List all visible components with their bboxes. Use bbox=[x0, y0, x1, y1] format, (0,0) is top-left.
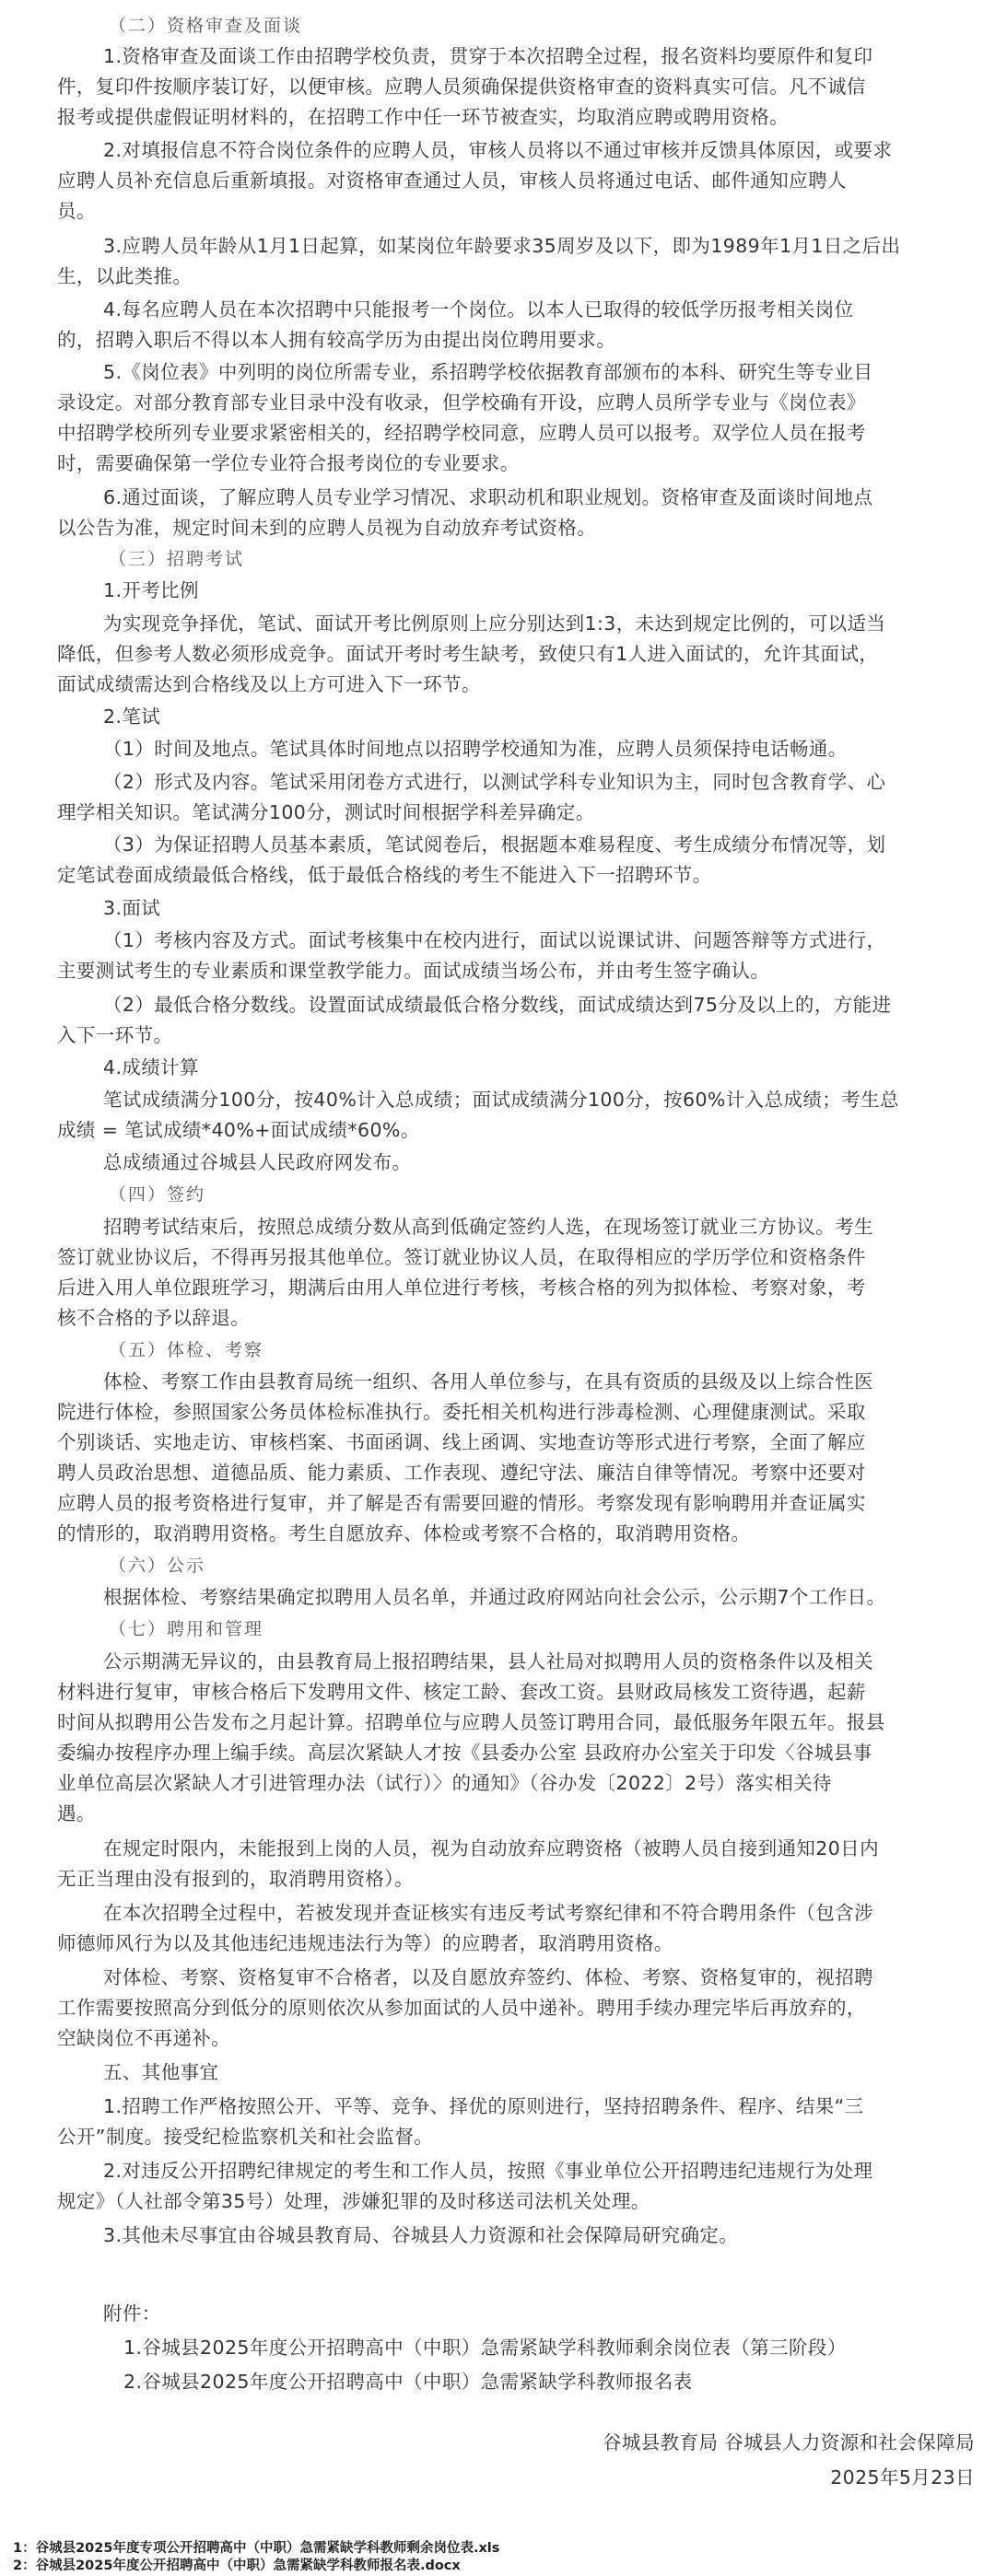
text-line: 材料进行复审，审核合格后下发聘用文件、核定工龄、套改工资。县财政局核发工资待遇，起薪 bbox=[57, 1681, 866, 1703]
text-line: （2）形式及内容。笔试采用闭卷方式进行，以测试学科专业知识为主，同时包含教育学、心 bbox=[103, 771, 886, 793]
section-heading: （六）公示 bbox=[109, 1556, 206, 1576]
text-line: 时间从拟聘用公告发布之月起计算。招聘单位与应聘人员签订聘用合同，最低服务年限五年。报县 bbox=[57, 1711, 885, 1733]
text-line: 笔试成绩满分100分，按40%计入总成绩；面试成绩满分100分，按60%计入总成绩；考生总 bbox=[103, 1089, 899, 1111]
section-heading: （四）签约 bbox=[109, 1184, 206, 1205]
text-line: （1）时间及地点。笔试具体时间地点以招聘学校通知为准，应聘人员须保持电话畅通。 bbox=[103, 738, 848, 760]
text-line: 院进行体检，参照国家公务员体检标准执行。委托相关机构进行涉毒检测、心理健康测试。采取 bbox=[57, 1401, 866, 1423]
text-line: 总成绩通过谷城县人民政府网发布。 bbox=[103, 1151, 412, 1173]
attachment-link-1[interactable]: 1：谷城县2025年度专项公开招聘高中（中职）急需紧缺学科教师剩余岗位表.xls bbox=[13, 2541, 500, 2556]
text-line: 1.开考比例 bbox=[103, 579, 199, 601]
text-line: 体检、考察工作由县教育局统一组织、各用人单位参与，在具有资质的县级及以上综合性医 bbox=[103, 1370, 873, 1393]
text-line: 附件： bbox=[103, 2302, 161, 2325]
text-line: 录设定。对部分教育部专业目录中没有收录，但学校确有开设，应聘人员所学专业与《岗位表》 bbox=[57, 391, 866, 414]
text-line: 根据体检、考察结果确定拟聘用人员名单，并通过政府网站向社会公示，公示期7个工作日。 bbox=[103, 1586, 886, 1608]
text-line: 理学相关知识。笔试满分100分，测试时间根据学科差异确定。 bbox=[57, 801, 595, 823]
text-line: 1.招聘工作严格按照公开、平等、竞争、择优的原则进行，坚持招聘条件、程序、结果“三 bbox=[103, 2095, 864, 2117]
text-line: 2.对违反公开招聘纪律规定的考生和工作人员，按照《事业单位公开招聘违纪违规行为处理 bbox=[103, 2160, 873, 2182]
text-line: 在本次招聘全过程中，若被发现并查证核实有违反考试考察纪律和不符合聘用条件（包含涉 bbox=[103, 1902, 873, 1924]
text-line: 1.谷城县2025年度公开招聘高中（中职）急需紧缺学科教师剩余岗位表（第三阶段） bbox=[123, 2337, 847, 2359]
text-line: 定笔试卷面成绩最低合格线，低于最低合格线的考生不能进入下一招聘环节。 bbox=[57, 864, 712, 886]
text-line: 五、其他事宜 bbox=[103, 2061, 219, 2083]
text-line: 以公告为准，规定时间未到的应聘人员视为自动放弃考试资格。 bbox=[57, 517, 597, 539]
text-line: 4.每名应聘人员在本次招聘中只能报考一个岗位。以本人已取得的较低学历报考相关岗位 bbox=[103, 298, 854, 321]
text-line: 的情形的，取消聘用资格。考生自愿放弃、体检或考察不合格的，取消聘用资格。 bbox=[57, 1522, 751, 1544]
text-line: 业单位高层次紧缺人才引进管理办法（试行）〉的通知》（谷办发〔2022〕2号）落实相关待 bbox=[57, 1772, 832, 1794]
text-line: 3.应聘人员年龄从1月1日起算，如某岗位年龄要求35周岁及以下，即为1989年1月1日之后出 bbox=[103, 235, 901, 257]
text-line: 员。 bbox=[57, 200, 96, 222]
text-line: 规定》（人社部令第35号）处理，涉嫌犯罪的及时移送司法机关处理。 bbox=[57, 2190, 650, 2212]
text-line: 在规定时限内，未能报到上岗的人员，视为自动放弃应聘资格（被聘人员自接到通知20日内 bbox=[103, 1837, 879, 1859]
section-heading: （七）聘用和管理 bbox=[109, 1619, 264, 1639]
text-line: （2）最低合格分数线。设置面试成绩最低合格分数线，面试成绩达到75分及以上的，方能进 bbox=[103, 994, 892, 1016]
text-line: 委编办按程序办理上编手续。高层次紧缺人才按《县委办公室 县政府办公室关于印发〈谷城县事 bbox=[57, 1742, 872, 1764]
text-line: 成绩 = 笔试成绩*40%+面试成绩*60%。 bbox=[57, 1119, 420, 1141]
text-line: （1）考核内容及方式。面试考核集中在校内进行，面试以说课试讲、问题答辩等方式进行， bbox=[103, 929, 886, 951]
text-line: 件，复印件按顺序装订好，以便审核。应聘人员须确保提供资格审查的资料真实可信。凡不诚信 bbox=[57, 76, 866, 98]
text-line: 时，需要确保第一学位专业符合报考岗位的专业要求。 bbox=[57, 452, 520, 474]
text-line: 聘人员政治思想、道德品质、能力素质、工作表现、遵纪守法、廉洁自律等情况。考察中还要对 bbox=[57, 1462, 866, 1484]
text-line: 应聘人员的报考资格进行复审，并了解是否有需要回避的情形。考察发现有影响聘用并查证属实 bbox=[57, 1492, 866, 1514]
text-line: 对体检、考察、资格复审不合格者，以及自愿放弃签约、体检、考察、资格复审的，视招聘 bbox=[103, 1966, 873, 1988]
text-line: 的，招聘入职后不得以本人拥有较高学历为由提出岗位聘用要求。 bbox=[57, 329, 616, 351]
text-line: 2.谷城县2025年度公开招聘高中（中职）急需紧缺学科教师报名表 bbox=[123, 2371, 693, 2393]
text-line: 遇。 bbox=[57, 1802, 96, 1824]
text-line: 应聘人员补充信息后重新填报。对资格审查通过人员，审核人员将通过电话、邮件通知应聘人 bbox=[57, 169, 847, 192]
text-line: 5.《岗位表》中列明的岗位所需专业，系招聘学校依据教育部颁布的本科、研究生等专业目 bbox=[103, 361, 873, 383]
text-line: 个别谈话、实地走访、审核档案、书面函调、线上函调、实地查访等形式进行考察，全面了解应 bbox=[57, 1431, 866, 1453]
text-line: 为实现竞争择优，笔试、面试开考比例原则上应分别达到1:3，未达到规定比例的，可以适当 bbox=[103, 612, 886, 635]
section-heading: （三）招聘考试 bbox=[109, 549, 245, 569]
text-line: 招聘考试结束后，按照总成绩分数从高到低确定签约人选，在现场签订就业三方协议。考生 bbox=[103, 1216, 873, 1238]
text-line: 空缺岗位不再递补。 bbox=[57, 2027, 231, 2049]
text-line: 生，以此类推。 bbox=[57, 265, 193, 287]
text-line: 3.面试 bbox=[103, 897, 161, 919]
section-heading: （五）体检、考察 bbox=[109, 1340, 264, 1360]
issue-date: 2025年5月23日 bbox=[830, 2466, 975, 2489]
text-line: 面试成绩需达到合格线及以上方可进入下一环节。 bbox=[57, 673, 481, 695]
text-line: 后进入用人单位跟班学习，期满后由用人单位进行考核，考核合格的列为拟体检、考察对象，考 bbox=[57, 1276, 866, 1299]
section-heading: （二）资格审查及面谈 bbox=[109, 16, 303, 36]
attachment-link-2[interactable]: 2：谷城县2025年度公开招聘高中（中职）急需紧缺学科教师报名表.docx bbox=[13, 2559, 461, 2573]
text-line: （3）为保证招聘人员基本素质，笔试阅卷后，根据题本难易程度、考生成绩分布情况等，划 bbox=[103, 833, 886, 856]
text-line: 6.通过面谈，了解应聘人员专业学习情况、求职动机和职业规划。资格审查及面谈时间地点 bbox=[103, 486, 873, 508]
text-line: 师德师风行为以及其他违纪违规违法行为等）的应聘者，取消聘用资格。 bbox=[57, 1932, 673, 1954]
text-line: 公开”制度。接受纪检监察机关和社会监督。 bbox=[57, 2126, 434, 2148]
text-line: 入下一环节。 bbox=[57, 1024, 173, 1046]
text-line: 工作需要按照高分到低分的原则依次从参加面试的人员中递补。聘用手续办理完毕后再放弃的， bbox=[57, 1997, 866, 2019]
text-line: 无正当理由没有报到的，取消聘用资格）。 bbox=[57, 1868, 414, 1890]
text-line: 2.对填报信息不符合岗位条件的应聘人员，审核人员将以不通过审核并反馈具体原因，或要求 bbox=[103, 139, 893, 161]
text-line: 主要测试考生的专业素质和课堂教学能力。面试成绩当场公布，并由考生签字确认。 bbox=[57, 960, 770, 982]
issuer-signature: 谷城县教育局 谷城县人力资源和社会保障局 bbox=[602, 2431, 975, 2454]
text-line: 核不合格的予以辞退。 bbox=[57, 1307, 250, 1329]
text-line: 报考或提供虚假证明材料的，在招聘工作中任一环节被查实，均取消应聘或聘用资格。 bbox=[57, 106, 790, 128]
text-line: 2.笔试 bbox=[103, 705, 161, 728]
text-line: 1.资格审查及面谈工作由招聘学校负责，贯穿于本次招聘全过程，报名资料均要原件和复印 bbox=[103, 45, 873, 67]
text-line: 中招聘学校所列专业要求紧密相关的，经招聘学校同意，应聘人员可以报考。双学位人员在报考 bbox=[57, 422, 866, 444]
text-line: 公示期满无异议的，由县教育局上报招聘结果，县人社局对拟聘用人员的资格条件以及相关 bbox=[103, 1650, 873, 1673]
text-line: 3.其他未尽事宜由谷城县教育局、谷城县人力资源和社会保障局研究确定。 bbox=[103, 2224, 739, 2246]
text-line: 降低，但参考人数必须形成竞争。面试开考时考生缺考，致使只有1人进入面试的，允许其面试， bbox=[57, 643, 879, 665]
text-line: 4.成绩计算 bbox=[103, 1056, 199, 1078]
text-line: 签订就业协议后，不得再另报其他单位。签订就业协议人员，在取得相应的学历学位和资格条件 bbox=[57, 1246, 866, 1268]
